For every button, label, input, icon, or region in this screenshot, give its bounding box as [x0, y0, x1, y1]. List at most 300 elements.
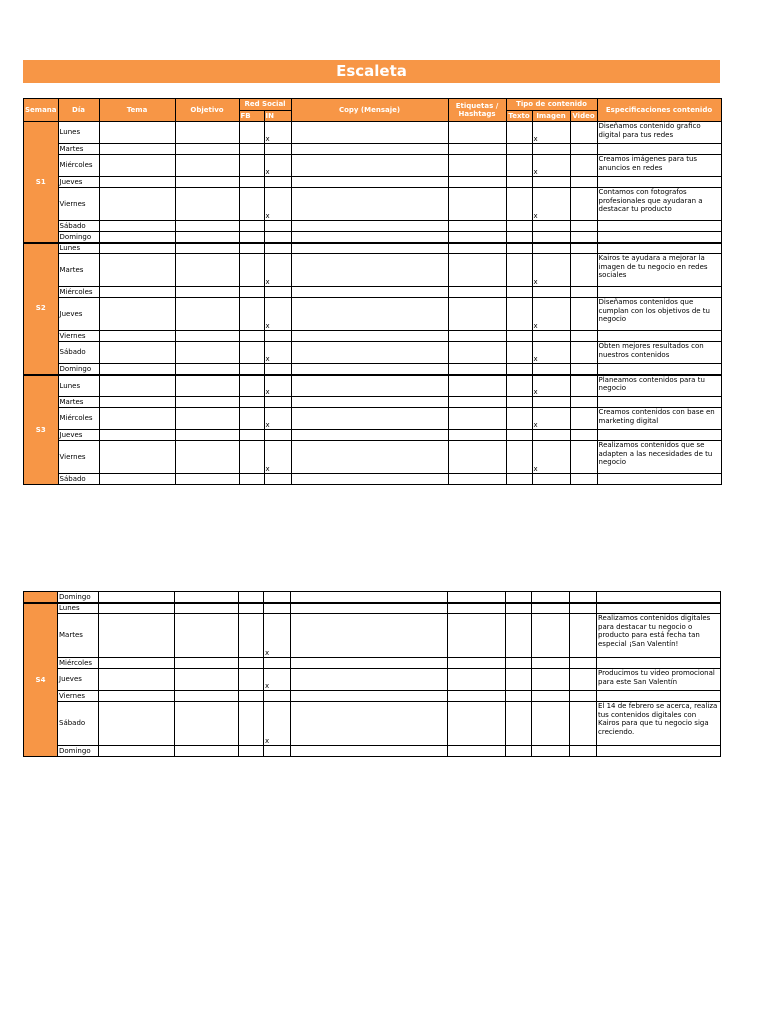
especificaciones-cell[interactable] [597, 144, 721, 155]
in-cell[interactable] [264, 144, 291, 155]
in-cell[interactable] [264, 430, 291, 441]
fb-cell[interactable] [239, 298, 264, 331]
especificaciones-cell[interactable] [597, 364, 721, 375]
imagen-cell[interactable] [532, 691, 570, 702]
day-cell[interactable]: Miércoles [58, 155, 99, 177]
imagen-cell[interactable]: x [532, 122, 570, 144]
fb-cell[interactable] [239, 177, 264, 188]
copy-cell[interactable] [291, 364, 448, 375]
especificaciones-cell[interactable]: Planeamos contenidos para tu negocio [597, 375, 721, 397]
texto-cell[interactable] [506, 188, 532, 221]
imagen-cell[interactable] [532, 658, 570, 669]
video-cell[interactable] [570, 375, 597, 397]
imagen-cell[interactable] [532, 397, 570, 408]
copy-cell[interactable] [291, 702, 448, 746]
day-cell[interactable]: Sábado [58, 342, 99, 364]
fb-cell[interactable] [239, 658, 264, 669]
fb-cell[interactable] [239, 702, 264, 746]
texto-cell[interactable] [506, 298, 532, 331]
etiquetas-cell[interactable] [448, 342, 506, 364]
fb-cell[interactable] [239, 603, 264, 614]
fb-cell[interactable] [239, 592, 264, 603]
in-cell[interactable]: x [264, 155, 291, 177]
texto-cell[interactable] [506, 669, 532, 691]
imagen-cell[interactable]: x [532, 254, 570, 287]
video-cell[interactable] [570, 614, 597, 658]
tema-cell[interactable] [99, 441, 175, 474]
fb-cell[interactable] [239, 364, 264, 375]
objetivo-cell[interactable] [175, 342, 239, 364]
imagen-cell[interactable] [532, 364, 570, 375]
imagen-cell[interactable] [532, 669, 570, 691]
etiquetas-cell[interactable] [448, 592, 506, 603]
tema-cell[interactable] [99, 746, 175, 757]
especificaciones-cell[interactable]: Creamos imágenes para tus anuncios en redes [597, 155, 721, 177]
day-cell[interactable]: Martes [58, 614, 99, 658]
day-cell[interactable]: Viernes [58, 188, 99, 221]
in-cell[interactable]: x [264, 375, 291, 397]
copy-cell[interactable] [291, 188, 448, 221]
video-cell[interactable] [570, 331, 597, 342]
copy-cell[interactable] [291, 658, 448, 669]
imagen-cell[interactable]: x [532, 375, 570, 397]
video-cell[interactable] [570, 603, 597, 614]
fb-cell[interactable] [239, 746, 264, 757]
tema-cell[interactable] [99, 155, 175, 177]
fb-cell[interactable] [239, 155, 264, 177]
especificaciones-cell[interactable]: Diseñamos contenidos que cumplan con los objetivos de tu negocio [597, 298, 721, 331]
objetivo-cell[interactable] [175, 243, 239, 254]
etiquetas-cell[interactable] [448, 691, 506, 702]
video-cell[interactable] [570, 474, 597, 485]
fb-cell[interactable] [239, 188, 264, 221]
in-cell[interactable] [264, 232, 291, 243]
imagen-cell[interactable] [532, 702, 570, 746]
texto-cell[interactable] [506, 702, 532, 746]
especificaciones-cell[interactable]: Contamos con fotografos profesionales que ayudaran a destacar tu producto [597, 188, 721, 221]
day-cell[interactable]: Domingo [58, 364, 99, 375]
objetivo-cell[interactable] [175, 331, 239, 342]
especificaciones-cell[interactable] [597, 603, 721, 614]
tema-cell[interactable] [99, 243, 175, 254]
tema-cell[interactable] [99, 254, 175, 287]
imagen-cell[interactable] [532, 243, 570, 254]
fb-cell[interactable] [239, 287, 264, 298]
imagen-cell[interactable]: x [532, 342, 570, 364]
imagen-cell[interactable]: x [532, 298, 570, 331]
video-cell[interactable] [570, 144, 597, 155]
texto-cell[interactable] [506, 287, 532, 298]
etiquetas-cell[interactable] [448, 614, 506, 658]
etiquetas-cell[interactable] [448, 746, 506, 757]
tema-cell[interactable] [99, 375, 175, 397]
etiquetas-cell[interactable] [448, 221, 506, 232]
texto-cell[interactable] [506, 155, 532, 177]
texto-cell[interactable] [506, 331, 532, 342]
especificaciones-cell[interactable] [597, 592, 721, 603]
objetivo-cell[interactable] [175, 441, 239, 474]
texto-cell[interactable] [506, 177, 532, 188]
objetivo-cell[interactable] [175, 691, 239, 702]
objetivo-cell[interactable] [175, 592, 239, 603]
copy-cell[interactable] [291, 375, 448, 397]
in-cell[interactable]: x [264, 408, 291, 430]
video-cell[interactable] [570, 430, 597, 441]
etiquetas-cell[interactable] [448, 177, 506, 188]
imagen-cell[interactable]: x [532, 188, 570, 221]
objetivo-cell[interactable] [175, 188, 239, 221]
day-cell[interactable]: Domingo [58, 232, 99, 243]
especificaciones-cell[interactable] [597, 232, 721, 243]
texto-cell[interactable] [506, 397, 532, 408]
texto-cell[interactable] [506, 746, 532, 757]
texto-cell[interactable] [506, 691, 532, 702]
texto-cell[interactable] [506, 122, 532, 144]
etiquetas-cell[interactable] [448, 331, 506, 342]
fb-cell[interactable] [239, 669, 264, 691]
day-cell[interactable]: Lunes [58, 375, 99, 397]
etiquetas-cell[interactable] [448, 364, 506, 375]
objetivo-cell[interactable] [175, 298, 239, 331]
etiquetas-cell[interactable] [448, 474, 506, 485]
texto-cell[interactable] [506, 430, 532, 441]
in-cell[interactable] [264, 287, 291, 298]
day-cell[interactable]: Sábado [58, 474, 99, 485]
etiquetas-cell[interactable] [448, 702, 506, 746]
in-cell[interactable]: x [264, 614, 291, 658]
in-cell[interactable]: x [264, 122, 291, 144]
tema-cell[interactable] [99, 397, 175, 408]
especificaciones-cell[interactable] [597, 430, 721, 441]
day-cell[interactable]: Sábado [58, 702, 99, 746]
copy-cell[interactable] [291, 232, 448, 243]
objetivo-cell[interactable] [175, 155, 239, 177]
tema-cell[interactable] [99, 177, 175, 188]
objetivo-cell[interactable] [175, 364, 239, 375]
etiquetas-cell[interactable] [448, 603, 506, 614]
etiquetas-cell[interactable] [448, 144, 506, 155]
video-cell[interactable] [570, 441, 597, 474]
tema-cell[interactable] [99, 669, 175, 691]
tema-cell[interactable] [99, 331, 175, 342]
video-cell[interactable] [570, 397, 597, 408]
copy-cell[interactable] [291, 614, 448, 658]
texto-cell[interactable] [506, 441, 532, 474]
objetivo-cell[interactable] [175, 397, 239, 408]
copy-cell[interactable] [291, 331, 448, 342]
video-cell[interactable] [570, 254, 597, 287]
fb-cell[interactable] [239, 144, 264, 155]
objetivo-cell[interactable] [175, 375, 239, 397]
day-cell[interactable]: Martes [58, 144, 99, 155]
copy-cell[interactable] [291, 441, 448, 474]
video-cell[interactable] [570, 221, 597, 232]
especificaciones-cell[interactable] [597, 746, 721, 757]
objetivo-cell[interactable] [175, 746, 239, 757]
day-cell[interactable]: Domingo [58, 592, 99, 603]
copy-cell[interactable] [291, 287, 448, 298]
video-cell[interactable] [570, 243, 597, 254]
objetivo-cell[interactable] [175, 474, 239, 485]
fb-cell[interactable] [239, 691, 264, 702]
in-cell[interactable]: x [264, 254, 291, 287]
fb-cell[interactable] [239, 243, 264, 254]
etiquetas-cell[interactable] [448, 430, 506, 441]
day-cell[interactable]: Jueves [58, 298, 99, 331]
especificaciones-cell[interactable] [597, 331, 721, 342]
in-cell[interactable]: x [264, 441, 291, 474]
in-cell[interactable]: x [264, 188, 291, 221]
especificaciones-cell[interactable] [597, 691, 721, 702]
fb-cell[interactable] [239, 232, 264, 243]
fb-cell[interactable] [239, 614, 264, 658]
copy-cell[interactable] [291, 746, 448, 757]
texto-cell[interactable] [506, 603, 532, 614]
especificaciones-cell[interactable] [597, 177, 721, 188]
copy-cell[interactable] [291, 144, 448, 155]
day-cell[interactable]: Martes [58, 397, 99, 408]
objetivo-cell[interactable] [175, 702, 239, 746]
especificaciones-cell[interactable]: El 14 de febrero se acerca, realiza tus contenidos digitales con Kairos para que tu negocio siga creciendo. [597, 702, 721, 746]
fb-cell[interactable] [239, 221, 264, 232]
texto-cell[interactable] [506, 658, 532, 669]
especificaciones-cell[interactable]: Producimos tu video promocional para este San Valentín [597, 669, 721, 691]
in-cell[interactable] [264, 397, 291, 408]
tema-cell[interactable] [99, 298, 175, 331]
imagen-cell[interactable]: x [532, 441, 570, 474]
objetivo-cell[interactable] [175, 221, 239, 232]
etiquetas-cell[interactable] [448, 408, 506, 430]
imagen-cell[interactable] [532, 592, 570, 603]
fb-cell[interactable] [239, 408, 264, 430]
fb-cell[interactable] [239, 342, 264, 364]
objetivo-cell[interactable] [175, 287, 239, 298]
in-cell[interactable] [264, 243, 291, 254]
video-cell[interactable] [570, 342, 597, 364]
especificaciones-cell[interactable] [597, 397, 721, 408]
especificaciones-cell[interactable]: Creamos contenidos con base en marketing digital [597, 408, 721, 430]
tema-cell[interactable] [99, 658, 175, 669]
tema-cell[interactable] [99, 188, 175, 221]
copy-cell[interactable] [291, 243, 448, 254]
tema-cell[interactable] [99, 122, 175, 144]
tema-cell[interactable] [99, 592, 175, 603]
especificaciones-cell[interactable]: Kairos te ayudara a mejorar la imagen de tu negocio en redes sociales [597, 254, 721, 287]
imagen-cell[interactable] [532, 287, 570, 298]
day-cell[interactable]: Miércoles [58, 408, 99, 430]
in-cell[interactable] [264, 221, 291, 232]
in-cell[interactable] [264, 603, 291, 614]
objetivo-cell[interactable] [175, 669, 239, 691]
objetivo-cell[interactable] [175, 658, 239, 669]
texto-cell[interactable] [506, 232, 532, 243]
imagen-cell[interactable] [532, 430, 570, 441]
day-cell[interactable]: Lunes [58, 603, 99, 614]
imagen-cell[interactable]: x [532, 155, 570, 177]
video-cell[interactable] [570, 232, 597, 243]
tema-cell[interactable] [99, 474, 175, 485]
video-cell[interactable] [570, 658, 597, 669]
texto-cell[interactable] [506, 408, 532, 430]
tema-cell[interactable] [99, 430, 175, 441]
objetivo-cell[interactable] [175, 603, 239, 614]
fb-cell[interactable] [239, 331, 264, 342]
tema-cell[interactable] [99, 702, 175, 746]
in-cell[interactable]: x [264, 298, 291, 331]
etiquetas-cell[interactable] [448, 232, 506, 243]
video-cell[interactable] [570, 408, 597, 430]
day-cell[interactable]: Miércoles [58, 287, 99, 298]
video-cell[interactable] [570, 592, 597, 603]
day-cell[interactable]: Jueves [58, 669, 99, 691]
copy-cell[interactable] [291, 603, 448, 614]
etiquetas-cell[interactable] [448, 441, 506, 474]
especificaciones-cell[interactable]: Realizamos contenidos digitales para destacar tu negocio o producto para está fecha tan especial ¡San Valentín! [597, 614, 721, 658]
tema-cell[interactable] [99, 287, 175, 298]
texto-cell[interactable] [506, 221, 532, 232]
objetivo-cell[interactable] [175, 614, 239, 658]
etiquetas-cell[interactable] [448, 397, 506, 408]
in-cell[interactable]: x [264, 702, 291, 746]
fb-cell[interactable] [239, 441, 264, 474]
day-cell[interactable]: Viernes [58, 691, 99, 702]
tema-cell[interactable] [99, 364, 175, 375]
day-cell[interactable]: Martes [58, 254, 99, 287]
objetivo-cell[interactable] [175, 430, 239, 441]
objetivo-cell[interactable] [175, 144, 239, 155]
copy-cell[interactable] [291, 474, 448, 485]
imagen-cell[interactable] [532, 177, 570, 188]
in-cell[interactable] [264, 592, 291, 603]
texto-cell[interactable] [506, 144, 532, 155]
copy-cell[interactable] [291, 122, 448, 144]
etiquetas-cell[interactable] [448, 188, 506, 221]
in-cell[interactable] [264, 364, 291, 375]
etiquetas-cell[interactable] [448, 243, 506, 254]
video-cell[interactable] [570, 298, 597, 331]
in-cell[interactable] [264, 177, 291, 188]
texto-cell[interactable] [506, 474, 532, 485]
imagen-cell[interactable] [532, 603, 570, 614]
imagen-cell[interactable]: x [532, 408, 570, 430]
tema-cell[interactable] [99, 614, 175, 658]
tema-cell[interactable] [99, 144, 175, 155]
especificaciones-cell[interactable] [597, 474, 721, 485]
imagen-cell[interactable] [532, 614, 570, 658]
video-cell[interactable] [570, 691, 597, 702]
texto-cell[interactable] [506, 614, 532, 658]
video-cell[interactable] [570, 287, 597, 298]
day-cell[interactable]: Jueves [58, 177, 99, 188]
video-cell[interactable] [570, 188, 597, 221]
etiquetas-cell[interactable] [448, 658, 506, 669]
tema-cell[interactable] [99, 221, 175, 232]
especificaciones-cell[interactable] [597, 243, 721, 254]
etiquetas-cell[interactable] [448, 375, 506, 397]
especificaciones-cell[interactable] [597, 221, 721, 232]
especificaciones-cell[interactable] [597, 287, 721, 298]
day-cell[interactable]: Lunes [58, 243, 99, 254]
in-cell[interactable] [264, 474, 291, 485]
fb-cell[interactable] [239, 375, 264, 397]
texto-cell[interactable] [506, 592, 532, 603]
in-cell[interactable] [264, 658, 291, 669]
day-cell[interactable]: Viernes [58, 441, 99, 474]
objetivo-cell[interactable] [175, 408, 239, 430]
especificaciones-cell[interactable]: Obten mejores resultados con nuestros contenidos [597, 342, 721, 364]
video-cell[interactable] [570, 669, 597, 691]
imagen-cell[interactable] [532, 746, 570, 757]
tema-cell[interactable] [99, 342, 175, 364]
objetivo-cell[interactable] [175, 177, 239, 188]
day-cell[interactable]: Miércoles [58, 658, 99, 669]
tema-cell[interactable] [99, 232, 175, 243]
copy-cell[interactable] [291, 177, 448, 188]
tema-cell[interactable] [99, 691, 175, 702]
fb-cell[interactable] [239, 397, 264, 408]
imagen-cell[interactable] [532, 331, 570, 342]
copy-cell[interactable] [291, 592, 448, 603]
fb-cell[interactable] [239, 122, 264, 144]
in-cell[interactable]: x [264, 342, 291, 364]
copy-cell[interactable] [291, 691, 448, 702]
in-cell[interactable] [264, 331, 291, 342]
video-cell[interactable] [570, 177, 597, 188]
objetivo-cell[interactable] [175, 254, 239, 287]
fb-cell[interactable] [239, 254, 264, 287]
fb-cell[interactable] [239, 430, 264, 441]
copy-cell[interactable] [291, 298, 448, 331]
copy-cell[interactable] [291, 397, 448, 408]
objetivo-cell[interactable] [175, 232, 239, 243]
texto-cell[interactable] [506, 375, 532, 397]
video-cell[interactable] [570, 364, 597, 375]
objetivo-cell[interactable] [175, 122, 239, 144]
copy-cell[interactable] [291, 342, 448, 364]
etiquetas-cell[interactable] [448, 254, 506, 287]
day-cell[interactable]: Jueves [58, 430, 99, 441]
especificaciones-cell[interactable] [597, 658, 721, 669]
imagen-cell[interactable] [532, 474, 570, 485]
imagen-cell[interactable] [532, 144, 570, 155]
day-cell[interactable]: Viernes [58, 331, 99, 342]
especificaciones-cell[interactable]: Diseñamos contenido grafico digital para tus redes [597, 122, 721, 144]
tema-cell[interactable] [99, 408, 175, 430]
copy-cell[interactable] [291, 669, 448, 691]
etiquetas-cell[interactable] [448, 669, 506, 691]
copy-cell[interactable] [291, 155, 448, 177]
etiquetas-cell[interactable] [448, 298, 506, 331]
etiquetas-cell[interactable] [448, 122, 506, 144]
texto-cell[interactable] [506, 364, 532, 375]
video-cell[interactable] [570, 746, 597, 757]
video-cell[interactable] [570, 155, 597, 177]
day-cell[interactable]: Sábado [58, 221, 99, 232]
fb-cell[interactable] [239, 474, 264, 485]
etiquetas-cell[interactable] [448, 155, 506, 177]
especificaciones-cell[interactable]: Realizamos contenidos que se adapten a las necesidades de tu negocio [597, 441, 721, 474]
day-cell[interactable]: Domingo [58, 746, 99, 757]
etiquetas-cell[interactable] [448, 287, 506, 298]
in-cell[interactable]: x [264, 669, 291, 691]
copy-cell[interactable] [291, 408, 448, 430]
imagen-cell[interactable] [532, 232, 570, 243]
copy-cell[interactable] [291, 430, 448, 441]
in-cell[interactable] [264, 691, 291, 702]
video-cell[interactable] [570, 702, 597, 746]
copy-cell[interactable] [291, 221, 448, 232]
texto-cell[interactable] [506, 342, 532, 364]
